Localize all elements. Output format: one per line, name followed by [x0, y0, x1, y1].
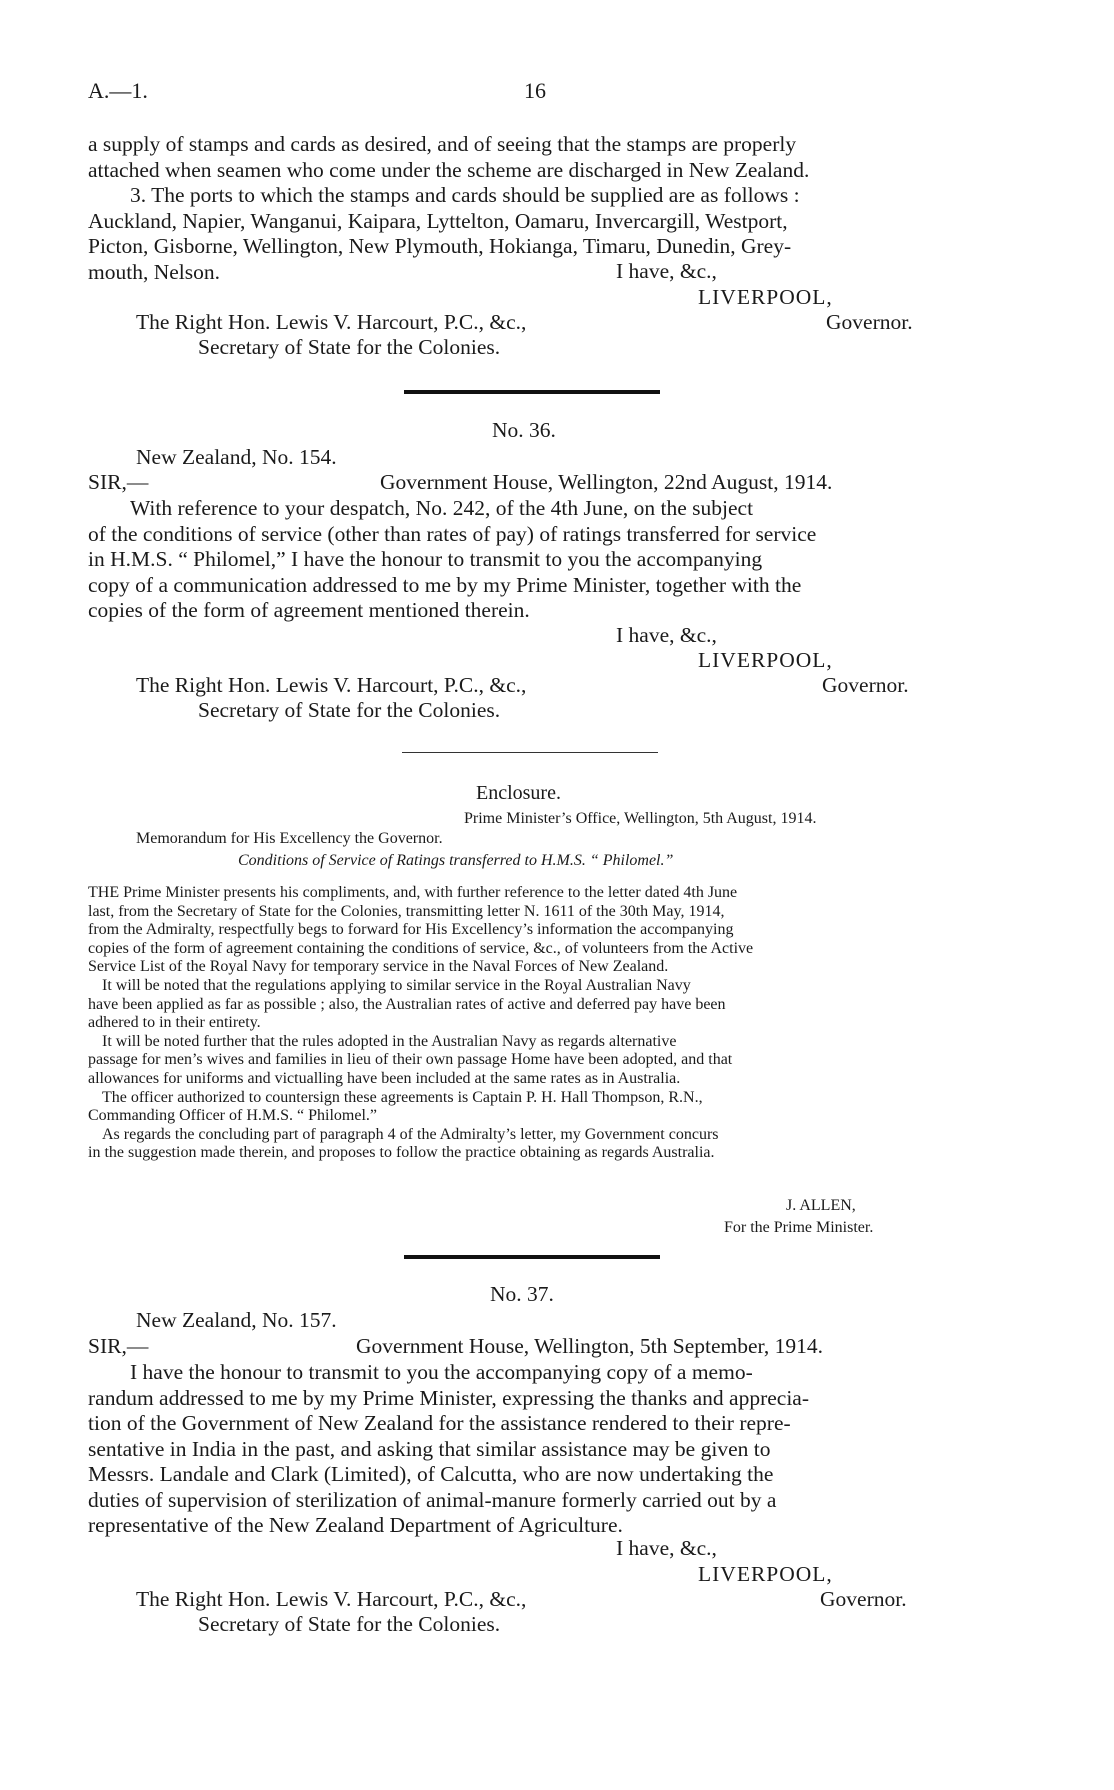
addressee-office: Secretary of State for the Colonies.: [198, 335, 501, 359]
text-line: sentative in India in the past, and asking that similar assistance may be given to: [88, 1436, 771, 1461]
despatch-reference: New Zealand, No. 154.: [136, 445, 337, 469]
text-line: representative of the New Zealand Department of Agriculture.: [88, 1513, 623, 1537]
despatch-reference: New Zealand, No. 157.: [136, 1308, 337, 1332]
despatch-number-heading: No. 37.: [490, 1282, 554, 1306]
enclosure-signatory-role: For the Prime Minister.: [724, 1219, 874, 1236]
closing-phrase: I have, &c.,: [616, 259, 717, 283]
text-line: Auckland, Napier, Wanganui, Kaipara, Lyttelton, Oamaru, Invercargill, Westport,: [88, 208, 788, 233]
dateline: Government House, Wellington, 5th September, 1914.: [356, 1334, 823, 1358]
text-line: Picton, Gisborne, Wellington, New Plymouth, Hokianga, Timaru, Dunedin, Grey-: [88, 234, 792, 258]
thin-divider: [402, 752, 658, 753]
text-line: Messrs. Landale and Clark (Limited), of Calcutta, who are now undertaking the: [88, 1462, 774, 1486]
text-line: allowances for uniforms and victualling have been included at the same rates as in Australia.: [88, 1069, 681, 1087]
text-line: adhered to in their entirety.: [88, 1014, 261, 1032]
text-line: copies of the form of agreement containing the conditions of service, &c., of volunteers from the Active: [88, 939, 754, 957]
governor-title: Governor.: [822, 673, 909, 697]
enclosure-signatory: J. ALLEN,: [786, 1197, 856, 1214]
signatory: LIVERPOOL,: [698, 285, 833, 309]
text-line: mouth, Nelson.: [88, 259, 220, 284]
text-line: tion of the Government of New Zealand for the assistance rendered to their repre-: [88, 1411, 791, 1435]
text-line: Service List of the Royal Navy for temporary service in the Naval Forces of New Zealand.: [88, 958, 669, 976]
text-line: copy of a communication addressed to me by my Prime Minister, together with the: [88, 572, 802, 597]
closing-phrase: I have, &c.,: [616, 623, 717, 647]
signatory: LIVERPOOL,: [698, 1562, 833, 1586]
closing-phrase: I have, &c.,: [616, 1536, 717, 1560]
text-line: With reference to your despatch, No. 242, of the 4th June, on the subject: [130, 496, 754, 520]
governor-title: Governor.: [820, 1587, 907, 1611]
text-line: randum addressed to me by my Prime Minister, expressing the thanks and apprecia-: [88, 1385, 809, 1410]
text-line: have been applied as far as possible ; also, the Australian rates of active and deferred pay have been: [88, 995, 726, 1013]
dateline: Government House, Wellington, 22nd August, 1914.: [380, 470, 833, 494]
enclosure-body: [88, 884, 988, 1163]
despatch-number-heading: No. 36.: [492, 418, 556, 442]
page-number: 16: [524, 78, 546, 103]
text-line: of the conditions of service (other than rates of pay) of ratings transferred for service: [88, 521, 817, 546]
text-line: THE Prime Minister presents his compliments, and, with further reference to the letter dated 4th June: [88, 884, 738, 901]
addressee-office: Secretary of State for the Colonies.: [198, 698, 501, 722]
text-line: copies of the form of agreement mentioned therein.: [88, 598, 530, 622]
text-line: in the suggestion made therein, and proposes to follow the practice obtaining as regards Australia.: [88, 1144, 715, 1162]
text-line: I have the honour to transmit to you the accompanying copy of a memo-: [130, 1360, 753, 1384]
enclosure-subject: Conditions of Service of Ratings transferred to H.M.S. “ Philomel.”: [238, 852, 674, 869]
despatch-body: [88, 1360, 988, 1539]
text-line: duties of supervision of sterilization of animal-manure formerly carried out by a: [88, 1487, 777, 1512]
text-line: As regards the concluding part of paragraph 4 of the Admiralty’s letter, my Government concurs: [102, 1125, 719, 1143]
text-line: It will be noted further that the rules adopted in the Australian Navy as regards alternative: [102, 1032, 677, 1050]
governor-title: Governor.: [826, 310, 913, 334]
text-line: The officer authorized to countersign these agreements is Captain P. H. Hall Thompson, R.N.,: [102, 1088, 703, 1106]
salutation: SIR,—: [88, 470, 149, 494]
office-line: Prime Minister’s Office, Wellington, 5th August, 1914.: [464, 810, 817, 827]
addressee: The Right Hon. Lewis V. Harcourt, P.C., &c.,: [136, 673, 527, 697]
top-continuation-text: [88, 132, 988, 285]
salutation: SIR,—: [88, 1334, 149, 1358]
text-line: passage for men’s wives and families in lieu of their own passage Home have been adopted, and that: [88, 1051, 733, 1069]
enclosure-heading: Enclosure.: [476, 782, 561, 804]
text-line: in H.M.S. “ Philomel,” I have the honour to transmit to you the accompanying: [88, 547, 763, 571]
text-line: 3. The ports to which the stamps and cards should be supplied are as follows :: [130, 183, 800, 207]
text-line: attached when seamen who come under the scheme are discharged in New Zealand.: [88, 157, 810, 182]
signatory: LIVERPOOL,: [698, 648, 833, 672]
memo-line: Memorandum for His Excellency the Governor.: [136, 830, 443, 847]
text-line: from the Admiralty, respectfully begs to forward for His Excellency’s information the accompanying: [88, 921, 734, 939]
text-line: Commanding Officer of H.M.S. “ Philomel.”: [88, 1107, 377, 1125]
text-line: a supply of stamps and cards as desired, and of seeing that the stamps are properly: [88, 132, 797, 156]
section-divider: [404, 1255, 660, 1259]
section-divider: [404, 390, 660, 394]
addressee-office: Secretary of State for the Colonies.: [198, 1612, 501, 1636]
document-reference: A.—1.: [88, 78, 148, 103]
despatch-body: [88, 496, 988, 624]
text-line: last, from the Secretary of State for the Colonies, transmitting letter N. 1611 of the 30th May, 1914,: [88, 902, 725, 920]
text-line: It will be noted that the regulations applying to similar service in the Royal Australian Navy: [102, 976, 691, 994]
addressee: The Right Hon. Lewis V. Harcourt, P.C., &c.,: [136, 310, 527, 334]
addressee: The Right Hon. Lewis V. Harcourt, P.C., &c.,: [136, 1587, 527, 1611]
